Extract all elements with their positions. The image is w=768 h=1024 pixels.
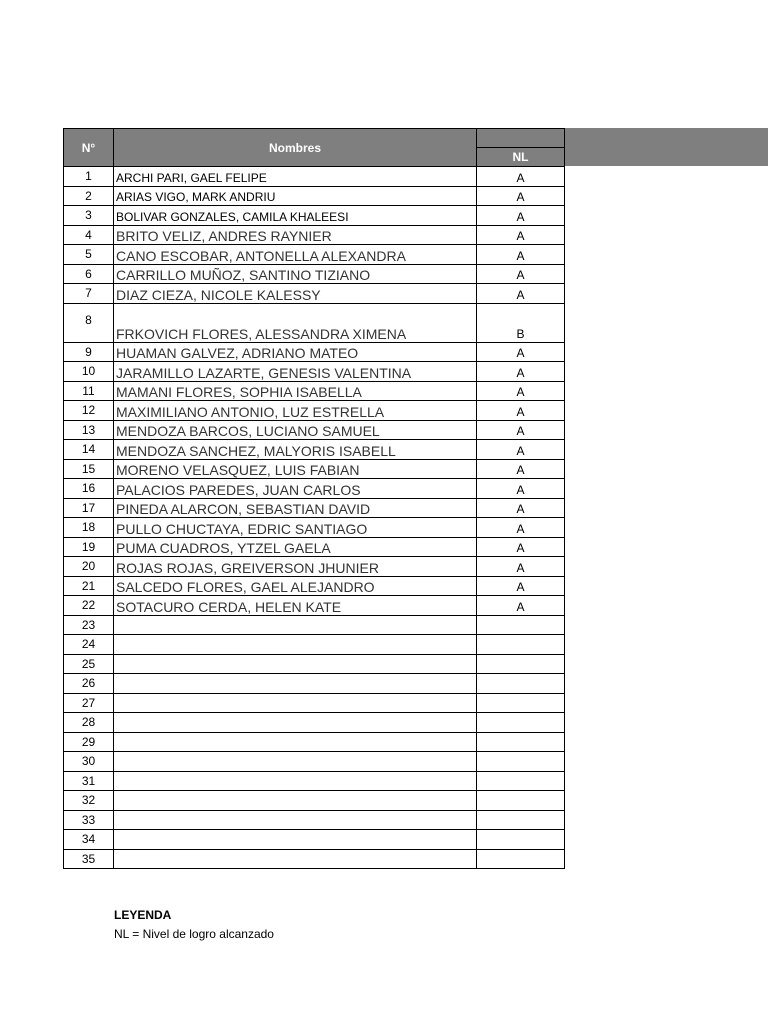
table-row [64,225,565,245]
row-number-cell: 20 [64,557,114,577]
row-number-cell: 11 [64,381,114,401]
nl-grade-cell [477,654,565,674]
nl-grade-cell [477,771,565,791]
student-name-cell: BOLIVAR GONZALES, CAMILA KHALEESI [114,206,477,226]
row-number-cell: 22 [64,596,114,616]
nl-grade-cell [477,732,565,752]
student-name-cell: DIAZ CIEZA, NICOLE KALESSY [114,284,477,304]
table-row [64,206,565,226]
table-row [64,693,565,713]
row-number-cell: 15 [64,459,114,479]
row-number-cell: 32 [64,791,114,811]
legend-text: NL = Nivel de logro alcanzado [114,927,274,941]
student-name-cell: ARIAS VIGO, MARK ANDRIU [114,186,477,206]
student-name-cell [114,771,477,791]
table-row [64,810,565,830]
nl-grade-cell [477,674,565,694]
student-name-cell [114,791,477,811]
row-number-cell: 28 [64,713,114,733]
row-number-cell: 6 [64,264,114,284]
nl-grade-cell: A [477,596,565,616]
student-name-cell [114,654,477,674]
student-name-cell: MORENO VELASQUEZ, LUIS FABIAN [114,459,477,479]
row-number-cell: 33 [64,810,114,830]
nl-grade-cell: A [477,381,565,401]
table-row [64,381,565,401]
row-number-cell: 18 [64,518,114,538]
nl-grade-cell [477,830,565,850]
student-name-cell [114,693,477,713]
nl-grade-cell: A [477,576,565,596]
table-row [64,303,565,342]
row-number-cell: 19 [64,537,114,557]
row-number-cell: 30 [64,752,114,772]
row-number-cell: 29 [64,732,114,752]
nl-grade-cell [477,752,565,772]
student-name-cell: HUAMAN GALVEZ, ADRIANO MATEO [114,342,477,362]
student-name-cell: SALCEDO FLORES, GAEL ALEJANDRO [114,576,477,596]
student-name-cell [114,830,477,850]
row-number-cell: 23 [64,615,114,635]
student-name-cell: MENDOZA BARCOS, LUCIANO SAMUEL [114,420,477,440]
table-row [64,557,565,577]
row-number-cell: 9 [64,342,114,362]
row-number-cell: 4 [64,225,114,245]
nl-grade-cell: A [477,264,565,284]
row-number-cell: 14 [64,440,114,460]
row-number-cell: 24 [64,635,114,655]
table-row [64,342,565,362]
row-number-cell: 2 [64,186,114,206]
table-row [64,420,565,440]
student-name-cell [114,732,477,752]
row-number-cell: 13 [64,420,114,440]
nl-grade-cell: B [477,303,565,342]
table-row [64,771,565,791]
nl-grade-cell: A [477,537,565,557]
table-row [64,245,565,265]
nl-grade-cell: A [477,206,565,226]
student-name-cell: MAXIMILIANO ANTONIO, LUZ ESTRELLA [114,401,477,421]
student-name-cell: JARAMILLO LAZARTE, GENESIS VALENTINA [114,362,477,382]
table-row [64,752,565,772]
student-name-cell [114,810,477,830]
student-name-cell: MAMANI FLORES, SOPHIA ISABELLA [114,381,477,401]
row-number-cell: 16 [64,479,114,499]
nl-grade-cell [477,635,565,655]
nl-grade-cell [477,791,565,811]
table-row [64,576,565,596]
student-name-cell: PUMA CUADROS, YTZEL GAELA [114,537,477,557]
student-name-cell: CANO ESCOBAR, ANTONELLA ALEXANDRA [114,245,477,265]
row-number-cell: 1 [64,167,114,187]
nl-grade-cell: A [477,420,565,440]
student-name-cell [114,615,477,635]
nl-grade-cell: A [477,557,565,577]
nl-grade-cell: A [477,440,565,460]
student-name-cell: MENDOZA SANCHEZ, MALYORIS ISABELL [114,440,477,460]
student-name-cell: FRKOVICH FLORES, ALESSANDRA XIMENA [114,303,477,342]
table-row [64,459,565,479]
table-row [64,167,565,187]
table-row [64,713,565,733]
table-row [64,635,565,655]
nl-grade-cell: A [477,518,565,538]
row-number-cell: 12 [64,401,114,421]
nl-grade-cell: A [477,401,565,421]
nl-grade-cell: A [477,459,565,479]
student-name-cell [114,713,477,733]
row-number-cell: 21 [64,576,114,596]
row-number-cell: 5 [64,245,114,265]
table-row [64,596,565,616]
nl-grade-cell: A [477,245,565,265]
nl-grade-cell: A [477,342,565,362]
student-name-cell: PALACIOS PAREDES, JUAN CARLOS [114,479,477,499]
row-number-cell: 34 [64,830,114,850]
column-header-number: N° [64,129,114,167]
nl-grade-cell [477,713,565,733]
table-row [64,791,565,811]
table-row [64,537,565,557]
nl-grade-cell: A [477,284,565,304]
student-name-cell: SOTACURO CERDA, HELEN KATE [114,596,477,616]
column-header-group-blank [477,129,565,148]
column-header-names: Nombres [114,129,477,167]
table-row [64,732,565,752]
student-name-cell: CARRILLO MUÑOZ, SANTINO TIZIANO [114,264,477,284]
roster-body [64,167,565,869]
column-header-nl: NL [477,148,565,167]
table-row [64,615,565,635]
row-number-cell: 27 [64,693,114,713]
student-name-cell [114,752,477,772]
nl-grade-cell: A [477,362,565,382]
student-roster-table [63,128,565,869]
table-row [64,362,565,382]
row-number-cell: 31 [64,771,114,791]
table-row [64,674,565,694]
student-name-cell [114,849,477,869]
table-row [64,498,565,518]
table-row [64,849,565,869]
row-number-cell: 10 [64,362,114,382]
student-name-cell [114,635,477,655]
row-number-cell: 7 [64,284,114,304]
table-row [64,518,565,538]
nl-grade-cell: A [477,167,565,187]
student-name-cell: PINEDA ALARCON, SEBASTIAN DAVID [114,498,477,518]
row-number-cell: 26 [64,674,114,694]
table-row [64,401,565,421]
nl-grade-cell: A [477,479,565,499]
nl-grade-cell [477,615,565,635]
nl-grade-cell: A [477,498,565,518]
student-name-cell: PULLO CHUCTAYA, EDRIC SANTIAGO [114,518,477,538]
nl-grade-cell [477,849,565,869]
table-row [64,264,565,284]
table-row [64,654,565,674]
legend [114,906,274,944]
nl-grade-cell: A [477,186,565,206]
table-row [64,186,565,206]
nl-grade-cell [477,693,565,713]
table-row [64,440,565,460]
student-name-cell: ARCHI PARI, GAEL FELIPE [114,167,477,187]
row-number-cell: 35 [64,849,114,869]
row-number-cell: 8 [64,303,114,342]
table-row [64,830,565,850]
table-row [64,479,565,499]
row-number-cell: 17 [64,498,114,518]
student-name-cell: ROJAS ROJAS, GREIVERSON JHUNIER [114,557,477,577]
student-name-cell: BRITO VELIZ, ANDRES RAYNIER [114,225,477,245]
row-number-cell: 3 [64,206,114,226]
legend-title: LEYENDA [114,908,172,922]
row-number-cell: 25 [64,654,114,674]
student-name-cell [114,674,477,694]
nl-grade-cell [477,810,565,830]
table-row [64,284,565,304]
nl-grade-cell: A [477,225,565,245]
